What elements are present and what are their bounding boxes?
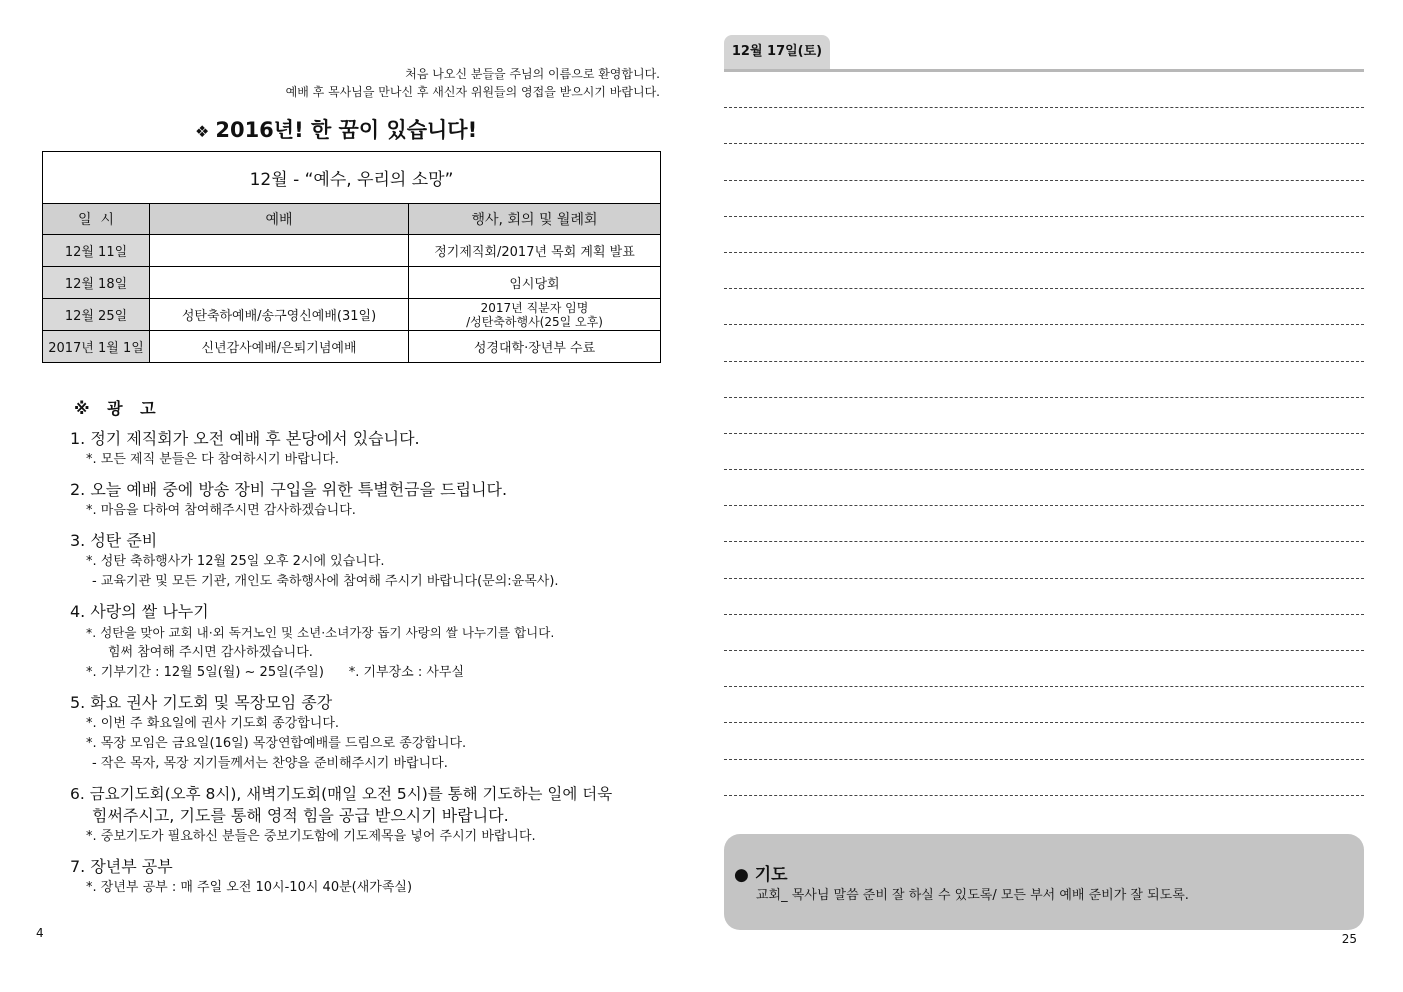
announcement-heading: 4. 사랑의 쌀 나누기 bbox=[70, 602, 209, 621]
header-worship: 예배 bbox=[150, 204, 409, 235]
announcements-title: ※ 광 고 bbox=[74, 399, 162, 418]
row-worship: 신년감사예배/은퇴기념예배 bbox=[150, 331, 409, 363]
notes-lines bbox=[724, 72, 1364, 796]
table-row bbox=[43, 299, 661, 331]
announcement-detail: - 작은 목자, 목장 지기들께서는 찬양을 준비해주시기 바랍니다. bbox=[92, 756, 448, 771]
row-date: 12월 11일 bbox=[43, 235, 150, 267]
row-event: 성경대학·장년부 수료 bbox=[409, 331, 661, 363]
welcome-message bbox=[286, 65, 660, 101]
page-number-left: 4 bbox=[36, 926, 44, 940]
welcome-line-2: 예배 후 목사님을 만나신 후 새신자 위원들의 영접을 받으시기 바랍니다. bbox=[285, 85, 660, 99]
note-line bbox=[724, 72, 1364, 108]
prayer-text: 교회_ 목사님 말씀 준비 잘 하실 수 있도록/ 모든 부서 예배 준비가 잘 되도록. bbox=[756, 888, 1189, 903]
row-date: 2017년 1월 1일 bbox=[43, 331, 150, 363]
announcement-heading-cont: 힘써주시고, 기도를 통해 영적 힘을 공급 받으시기 바랍니다. bbox=[92, 806, 509, 825]
date-tab: 12월 17일(토) bbox=[724, 35, 830, 69]
right-page bbox=[700, 0, 1403, 992]
note-line bbox=[724, 579, 1364, 615]
row-date: 12월 25일 bbox=[43, 299, 150, 331]
announcement-5 bbox=[70, 692, 670, 774]
note-line bbox=[724, 687, 1364, 723]
note-line bbox=[724, 470, 1364, 506]
announcements-list bbox=[70, 428, 670, 907]
note-line bbox=[724, 434, 1364, 470]
diamond-icon: ❖ bbox=[195, 122, 210, 141]
row-worship: 성탄축하예배/송구영신예배(31일) bbox=[150, 299, 409, 331]
announcement-detail: *. 장년부 공부 : 매 주일 오전 10시-10시 40분(새가족실) bbox=[86, 880, 413, 895]
note-line bbox=[724, 217, 1364, 253]
announcement-heading: 3. 성탄 준비 bbox=[70, 531, 158, 550]
announcement-6 bbox=[70, 783, 670, 847]
welcome-line-1: 처음 나오신 분들을 주님의 이름으로 환영합니다. bbox=[405, 67, 660, 81]
note-line bbox=[724, 542, 1364, 578]
announcement-heading: 2. 오늘 예배 중에 방송 장비 구입을 위한 특별헌금을 드립니다. bbox=[70, 480, 508, 499]
left-page bbox=[0, 0, 700, 992]
note-line bbox=[724, 760, 1364, 796]
row-event-line-1: 2017년 직분자 임명 bbox=[480, 300, 589, 315]
note-line bbox=[724, 506, 1364, 542]
announcement-detail: *. 기부기간 : 12월 5일(월) ~ 25일(주일) *. 기부장소 : 사무실 bbox=[86, 665, 465, 680]
row-worship bbox=[150, 235, 409, 267]
announcement-detail: 힘써 참여해 주시면 감사하겠습니다. bbox=[108, 645, 313, 660]
note-line bbox=[724, 362, 1364, 398]
announcement-detail: *. 목장 모임은 금요일(16일) 목장연합예배를 드림으로 종강합니다. bbox=[86, 736, 467, 751]
announcement-detail: - 교육기관 및 모든 기관, 개인도 축하행사에 참여해 주시기 바랍니다(문의:윤목사). bbox=[92, 574, 559, 589]
page-number-right: 25 bbox=[1341, 932, 1357, 946]
announcement-3 bbox=[70, 530, 670, 592]
table-row bbox=[43, 267, 661, 299]
announcement-4 bbox=[70, 601, 670, 683]
announcement-heading: 1. 정기 제직회가 오전 예배 후 본당에서 있습니다. bbox=[70, 429, 420, 448]
announcement-detail: *. 성탄을 맞아 교회 내·외 독거노인 및 소년·소녀가장 돕기 사랑의 쌀 나누기를 합니다. bbox=[86, 625, 555, 640]
row-event: 정기제직회/2017년 목회 계획 발표 bbox=[409, 235, 661, 267]
row-event-line-2: /성탄축하행사(25일 오후) bbox=[466, 314, 603, 329]
row-date: 12월 18일 bbox=[43, 267, 150, 299]
header-date: 일 시 bbox=[43, 204, 150, 235]
announcement-7 bbox=[70, 856, 670, 898]
prayer-box bbox=[724, 834, 1364, 930]
note-line bbox=[724, 651, 1364, 687]
row-event: 임시당회 bbox=[409, 267, 661, 299]
row-worship bbox=[150, 267, 409, 299]
note-line bbox=[724, 181, 1364, 217]
headline bbox=[195, 114, 477, 144]
announcement-detail: *. 성탄 축하행사가 12월 25일 오후 2시에 있습니다. bbox=[86, 554, 385, 569]
table-row bbox=[43, 235, 661, 267]
note-line bbox=[724, 615, 1364, 651]
prayer-title: ● 기도 bbox=[734, 865, 788, 885]
schedule-caption: 12월 - “예수, 우리의 소망” bbox=[43, 152, 661, 204]
headline-text: 2016년! 한 꿈이 있습니다! bbox=[215, 118, 478, 142]
schedule-table bbox=[42, 151, 661, 363]
announcement-detail: *. 중보기도가 필요하신 분들은 중보기도함에 기도제목을 넣어 주시기 바랍니다. bbox=[86, 829, 536, 844]
note-line bbox=[724, 144, 1364, 180]
announcement-2 bbox=[70, 479, 670, 521]
note-line bbox=[724, 398, 1364, 434]
announcement-heading: 5. 화요 권사 기도회 및 목장모임 종강 bbox=[70, 693, 333, 712]
announcement-1 bbox=[70, 428, 670, 470]
header-event: 행사, 회의 및 월례회 bbox=[409, 204, 661, 235]
note-line bbox=[724, 108, 1364, 144]
announcement-detail: *. 이번 주 화요일에 권사 기도회 종강합니다. bbox=[86, 716, 340, 731]
note-line bbox=[724, 253, 1364, 289]
note-line bbox=[724, 325, 1364, 361]
table-row bbox=[43, 331, 661, 363]
announcement-detail: *. 마음을 다하여 참여해주시면 감사하겠습니다. bbox=[86, 503, 356, 518]
note-line bbox=[724, 723, 1364, 759]
row-event bbox=[409, 299, 661, 331]
announcement-detail: *. 모든 제직 분들은 다 참여하시기 바랍니다. bbox=[86, 452, 340, 467]
note-line bbox=[724, 289, 1364, 325]
announcement-heading: 6. 금요기도회(오후 8시), 새벽기도회(매일 오전 5시)를 통해 기도하는 일에 더욱 bbox=[70, 785, 613, 803]
announcement-heading: 7. 장년부 공부 bbox=[70, 857, 173, 876]
